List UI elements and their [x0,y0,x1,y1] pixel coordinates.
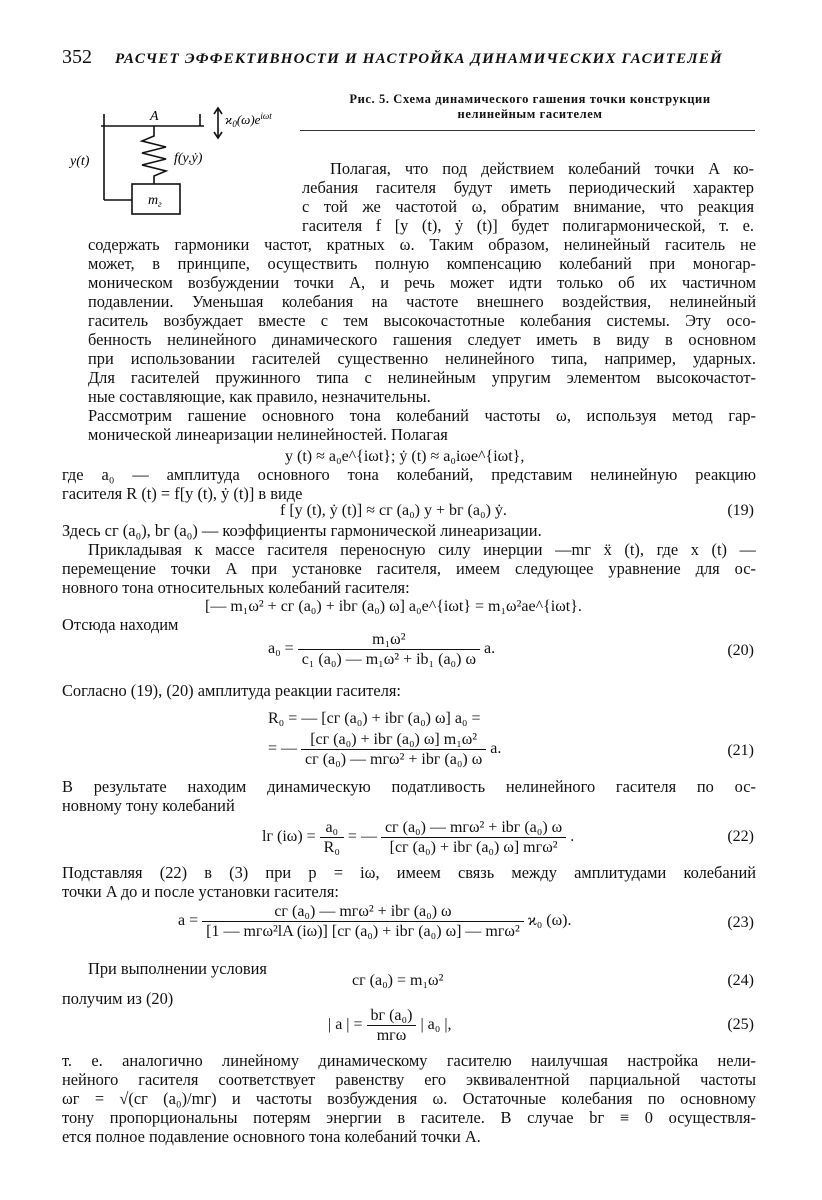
equation-23: a = $\frac{\text{cг (a₀) — mгω² + ibг (a₀) ω}}{\text{[1 — mгω²lA (iω)] [cг (a₀) + ibг (a₀) ω] — mгω²}}$ ϰ₀ (ω). [178,903,572,940]
equation-25: | a | = $\frac{\text{bг (a₀)}}{\text{mгω}}$ | a₀ |, [328,1007,452,1044]
excitation-label: $ϰ_0(\omega)e^{i\omega t}$ [225,111,272,129]
text-line: Согласно (19), (20) амплитуда реакции гасителя: [62,682,401,700]
running-title: РАСЧЕТ ЭФФЕКТИВНОСТИ И НАСТРОЙКА ДИНАМИЧЕСКИХ ГАСИТЕЛЕЙ [115,51,723,67]
equation-number-24: (24) [727,972,754,989]
equation-21-line-2: = — $\frac{\text{[cг (a₀) + ibг (a₀) ω] m₁ω²}}{\text{cг (a₀) — mгω² + ibг (a₀) ω}}$ a. [268,731,502,768]
fraction: $\frac{\text{cг (a₀) — mгω² + ibг (a₀) ω}}{\text{[1 — mгω²lA (iω)] [cг (a₀) + ibг (a₀) ω] — mгω²}}$ [202,902,524,941]
paragraph-11 [88,960,388,979]
text-line: новного тона относительных колебаний гасителя: [62,579,410,597]
text-line: подавлении. Уменьшая колебания на частоте внешнего воздействия, нелинейный [88,293,756,311]
equation-24: cг (a₀) = m₁ω² [352,972,444,989]
text-line: ется полное подавление основного тона колебаний точки A. [62,1128,481,1146]
text-line: Здесь cг (a₀), bг (a₀) — коэффициенты гармонической линеаризации. [62,522,542,540]
point-a-label: A [150,109,159,124]
equation-19: f [y (t), ẏ (t)] ≈ cг (a₀) y + bг (a₀) ẏ. [280,502,507,519]
equation-number-23: (23) [727,914,754,931]
page-number: 352 [62,46,92,68]
damper-scheme-figure [68,100,298,230]
text-line: гасителя f [y (t), ẏ (t)] будет полигармонической, т. е. [302,217,754,235]
text-line: монической линеаризации нелинейностей. Полагая [88,426,448,444]
text-line: где a₀ — амплитуда основного тона колебаний, представим нелинейную реакцию [62,466,756,484]
equation-harmonic-assumption: y (t) ≈ a₀e^{iωt}; ẏ (t) ≈ a₀iωe^{iωt}, [285,448,525,465]
text-line: При выполнении условия [88,960,267,978]
text-line: лебания гасителя будут иметь периодический характер [302,179,754,197]
text-line: перемещение точки A при установке гасителя, имеем следующее уравнение для ос- [62,560,756,578]
text-line: ωг = √(cг (a₀)/mг) и частоты возбуждения ω. Остаточные колебания по основному [62,1090,756,1108]
text-line: новному тону колебаний [62,797,235,815]
text-line: Подставляя (22) в (3) при p = iω, имеем связь между амплитудами колебаний [62,864,756,882]
equation-number-21: (21) [727,742,754,759]
text-line: содержать гармоники частот, кратных ω. Таким образом, нелинейный гаситель не [88,236,756,254]
fraction: $\frac{\text{cг (a₀) — mгω² + ibг (a₀) ω}}{\text{[cг (a₀) + ibг (a₀) ω] mгω²}}$ [381,818,566,857]
displacement-label: y(t) [70,154,90,169]
caption-line-2: нелинейным гасителем [457,107,603,121]
paragraph-10 [62,864,756,902]
text-line: может, в принципе, осуществить полную компенсацию колебаний при моногар- [88,255,756,273]
paragraph-12 [62,990,362,1009]
equation-20: a₀ = $\frac{\text{m₁ω²}}{\text{c₁ (a₀) — m₁ω² + ib₁ (a₀) ω}}$ a. [268,631,496,668]
equation-number-22: (22) [727,828,754,845]
fraction: $\frac{\text{[cг (a₀) + ibг (a₀) ω] m₁ω²}}{\text{cг (a₀) — mгω² + ibг (a₀) ω}}$ [301,730,486,769]
text-line: моническом возбуждении точки A, и речь может идти только об их частичном [88,274,756,292]
equation-relative-motion: [— m₁ω² + cг (a₀) + ibг (a₀) ω] a₀e^{iωt} = m₁ω²ae^{iωt}. [205,598,582,615]
text-line: тону пропорциональны потерям энергии в гасителе. В случае bг ≡ 0 осуществля- [62,1109,756,1127]
running-head [62,46,723,69]
text-line: т. е. аналогично линейному динамическому гасителю наилучшая настройка нели- [62,1052,756,1070]
text-line: Полагая, что под действием колебаний точки A ко- [330,160,754,178]
text-line: бенность нелинейного динамического гашения следует иметь в виду в основном [88,331,756,349]
text-line: нейного гасителя соответствует равенству его эквивалентной парциальной частоты [62,1071,756,1089]
text-line: ные составляющие, как правило, незначительны. [88,388,431,406]
caption-rule [300,130,755,131]
figure-caption [300,92,760,122]
text-line: точки A до и после установки гасителя: [62,883,339,901]
equation-22: lг (iω) = $\frac{\text{a₀}}{\text{R₀}}$ = — $\frac{\text{cг (a₀) — mгω² + ibг (a₀) ω}}{\text{[cг (a₀) + ibг (a₀) ω] mгω²}}$ . [262,819,575,856]
caption-line-1: Рис. 5. Схема динамического гашения точки конструкции [349,92,711,106]
text-line: В результате находим динамическую податливость нелинейного гасителя по ос- [62,778,756,796]
fraction: $\frac{\text{m₁ω²}}{\text{c₁ (a₀) — m₁ω² + ib₁ (a₀) ω}}$ [298,630,480,669]
fraction: $\frac{\text{bг (a₀)}}{\text{mгω}}$ [367,1006,417,1045]
text-line: гаситель возбуждает вместе с тем высокочастотные колебания системы. Эту осо- [88,312,756,330]
text-line: Рассмотрим гашение основного тона колебаний частоты ω, используя метод гар- [88,407,756,425]
equation-21-line-1: R₀ = — [cг (a₀) + ibг (a₀) ω] a₀ = [268,710,481,727]
text-line: Отсюда находим [62,616,179,634]
force-label: f(y,ẏ) [174,151,203,166]
text-line: гасителя R (t) = f[y (t), ẏ (t)] в виде [62,485,303,503]
paragraph-1 [88,236,756,445]
equation-number-20: (20) [727,642,754,659]
text-line: Для гасителей пружинного типа с нелинейным упругим элементом высокочастот- [88,369,756,387]
fraction: $\frac{\text{a₀}}{\text{R₀}}$ [320,818,344,857]
paragraph-13 [62,1052,756,1147]
spring [142,126,166,184]
paragraph-1-wrap [302,160,754,236]
paragraph-5 [62,522,756,598]
equation-number-19: (19) [727,502,754,519]
text-line: Прикладывая к массе гасителя переносную силу инерции —mг ẍ (t), где x (t) — [88,541,756,559]
mass-label: $m_г$ [148,193,162,209]
text-line: с той же частотой ω, обратим внимание, что реакция [302,198,754,216]
equation-number-25: (25) [727,1016,754,1033]
paragraph-9 [62,778,756,816]
paragraph-4 [62,466,756,504]
paragraph-8 [62,682,562,701]
text-line: при использовании гасителей существенно нелинейного типа, например, ударных. [88,350,756,368]
text-line: получим из (20) [62,990,174,1008]
